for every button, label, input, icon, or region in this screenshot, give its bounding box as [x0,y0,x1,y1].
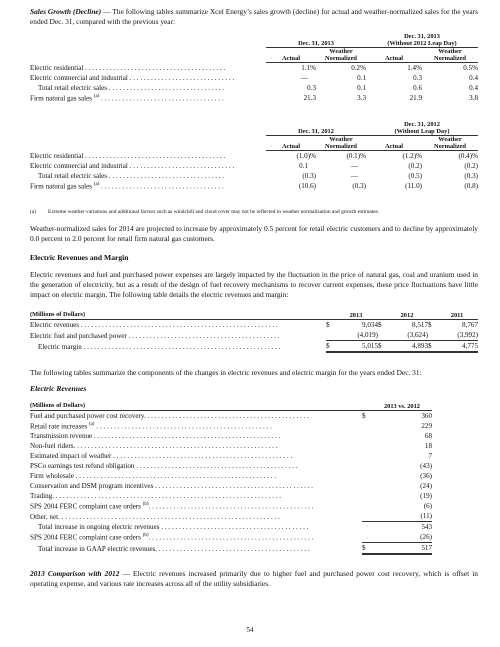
cell-value: 0.3 [307,84,316,93]
cell-value: 0.1 [357,84,366,93]
cell-value: (3,624) [386,330,428,341]
table-row [30,181,478,191]
cell-value: 68 [424,432,432,441]
cell-value: 21.3 [303,94,316,103]
col-weather-normalized: Weather Normalized [316,136,366,151]
table-row [30,330,478,341]
row-label: Electric commercial and industrial . . . . . . . . . . . . . . . . . . . . . . . . . . . . . . [30,74,235,83]
cell-value: (11.0) [405,182,422,191]
dollar-sign: $ [326,321,330,330]
dollar-sign: $ [362,543,372,555]
cell-value: 1.1% [301,64,316,73]
cell-value: (36) [420,472,432,481]
cell-value: (4,019) [334,330,378,341]
table-row [30,83,478,93]
row-label: Firm natural gas sales $^{(a)}$ . . . . . . . . . . . . . . . . . . . . . . . . . . . . . . . . . . . [30,93,224,103]
table-row [30,63,478,74]
cell-value: 5,015 [334,341,378,353]
table-row [30,151,478,162]
footnote [30,209,478,216]
cell-value: 4,893 [386,341,428,353]
col-weather-normalized: Weather Normalized [422,48,478,63]
period-header-2012-leap: Dec. 31, 2012 (Without Leap Day) [366,121,478,136]
period-header-2013: Dec. 31, 2013 [266,33,366,48]
comparison-paragraph [30,569,478,589]
table-row: Trading. . . . . . . . . . . . . . . . . . . . . . . . . . . . . . . . . . . . . . . . . . . . . . . . . . . . . . . . . . . . . . . . . (19) [30,492,432,501]
cell-value: 8,767 [462,321,478,330]
year-header: 2013 [334,309,378,320]
dollar-sign: $ [326,341,334,353]
table-row: Fuel and purchased power cost recovery. . . . . . . . . . . . . . . . . . . . . . . . . . . . . . . . . . . . . . . . . . . . . . . $ 360 [30,412,432,421]
table-row: SPS 2004 FERC complaint case orders $^{(b)}$. . . . . . . . . . . . . . . . . . . . . . . . . . . . . . . . . . . . . . . . . . . . . . . (6) [30,501,432,511]
sales-growth-text: — The following tables summarize Xcel Energy’s sales growth (decline) for actual and weather-normalized sales for the years ended Dec. 31, compared with the previous year: [30,7,479,26]
electric-revenues-table [30,400,432,555]
cell-value: (0.3) [464,172,478,181]
cell-value: 0.3 [413,74,422,83]
cell-value: (19) [420,492,432,501]
row-label: Electric residential . . . . . . . . . . . . . . . . . . . . . . . . . . . . . . . . . . . . . . . . [30,64,226,73]
cell-value: (24) [420,482,432,491]
cell-value: (26) [372,532,432,543]
cell-value: 7 [428,452,432,461]
table-header: (Millions of Dollars) [30,400,362,411]
cell-value: 21.9 [409,94,422,103]
cell-value: (0.2) [408,162,422,171]
cell-value: 1.4% [407,64,422,73]
row-label: Total retail electric sales . . . . . . . . . . . . . . . . . . . . . . . . . . . . . . . . . [38,172,225,181]
cell-value: 0.4 [469,84,478,93]
dollar-sign: $ [378,341,386,353]
electric-margin-table [30,309,478,353]
cell-value: 0.1 [357,74,366,83]
dollar-sign: $ [428,341,436,353]
table-header: (Millions of Dollars) [30,309,326,320]
dollar-sign: $ [428,321,432,330]
sales-growth-intro [30,7,478,27]
cell-value: (0.2) [464,162,478,171]
electric-revenues-paragraph: Electric revenues and fuel and purchased power expenses are largely impacted by the fluctuation in the price of natural gas, coal and uranium used in the generation of electricity, but as a result of the design of fuel recovery mechanisms to recover current expenses, these price fluctuations have little impact on electric margin. The following table details the electric revenues and margin: [30,270,478,299]
comparison-header: 2013 vs. 2012 [372,400,432,411]
col-actual: Actual [366,136,422,151]
cell-value: 18 [424,442,432,451]
cell-value: (0.8) [464,182,478,191]
table-row [30,341,478,353]
table-row: SPS 2004 FERC complaint case orders $^{(b)}$. . . . . . . . . . . . . . . . . . . . . . . . . . . . . . . . . . . . . . . . . . . . . . . (26) [30,533,432,542]
page-number: 54 [246,626,254,634]
cell-value: (6) [423,502,432,511]
cell-value: 0.2% [351,64,366,73]
cell-value: (1.0)% [296,152,316,161]
col-weather-normalized: Weather Normalized [422,136,478,151]
cell-value: 3.3 [357,94,366,103]
row-label: Electric margin . . . . . . . . . . . . . . . . . . . . . . . . . . . . . . . . . . . . . . . . . . . . . . . . . . . . . . . . [38,343,281,352]
cell-value: 0.6 [413,84,422,93]
cell-value: 8,517 [412,321,428,330]
cell-value: 360 [421,412,432,421]
sales-growth-table-2013 [30,33,478,103]
table-row [30,161,478,171]
table-row: Retail rate increases $^{(a)}$ . . . . . . . . . . . . . . . . . . . . . . . . . . . . . . . . . . . . . . . . . . . . . . . . . . 229 [30,421,432,431]
cell-value: 0.4 [469,74,478,83]
row-label: Electric revenues . . . . . . . . . . . . . . . . . . . . . . . . . . . . . . . . . . . . . . . . . . . . . . . . . . . . . . . . [30,321,278,330]
table-row: Estimated impact of weather . . . . . . . . . . . . . . . . . . . . . . . . . . . . . . . . . . . . . . . . . . . . . . . . . . . 7 [30,452,432,461]
table-row [30,93,478,103]
components-paragraph: The following tables summarize the components of the changes in electric revenues and electric margin for the years ended Dec. 31: [30,368,422,377]
table-row [30,171,478,181]
cell-value: (0.5) [408,172,422,181]
electric-revenues-heading: Electric Revenues [30,384,87,393]
cell-value: (3,992) [436,330,478,341]
cell-value: (0.3) [352,182,366,191]
sales-growth-title: Sales Growth (Decline) [30,7,102,16]
period-header-2013-leap: Dec. 31, 2013 (Without 2012 Leap Day) [366,33,478,48]
section-heading: Electric Revenues and Margin [30,253,129,262]
table-row: Total increase in ongoing electric revenues . . . . . . . . . . . . . . . . . . . . . . . . . . . . . . . . . . . . . . . . . . 543 [38,523,432,532]
cell-value: 229 [421,422,432,431]
cell-value: (10.6) [298,182,316,191]
row-label: Electric commercial and industrial . . . . . . . . . . . . . . . . . . . . . . . . . . . . . . [30,162,235,171]
row-label: Firm natural gas sales $^{(a)}$ . . . . . . . . . . . . . . . . . . . . . . . . . . . . . . . . . . . [30,181,224,191]
cell-value: (1.2)% [402,152,422,161]
cell-value: 4,775 [436,341,478,353]
cell-value: — [300,74,308,83]
dollar-sign: $ [378,321,382,330]
row-label: Electric fuel and purchased power . . . . . . . . . . . . . . . . . . . . . . . . . . . . . . . . . . . . . . . . . . . [30,331,280,340]
cell-value: (0.1)% [346,152,366,161]
comparison-text: — Electric revenues increased primarily due to higher fuel and purchased power cost recovery, which is offset in operating expense, and various rate increases across all of the utility subsidiaries. [30,569,478,588]
cell-value: 0.5% [463,64,478,73]
table-row [30,320,478,331]
table-row: Other, net. . . . . . . . . . . . . . . . . . . . . . . . . . . . . . . . . . . . . . . . . . . . . . . . . . . . . . . . . . . . . . . (11) [30,512,432,521]
table-row: Total increase in GAAP electric revenues. . . . . . . . . . . . . . . . . . . . . . . . . . . . . . . . . . . . . . . . . . . . $ 517 [38,544,432,554]
table-row: Non-fuel riders. . . . . . . . . . . . . . . . . . . . . . . . . . . . . . . . . . . . . . . . . . . . . . . . . . . . . . . . . . 18 [30,442,432,451]
table-row [30,73,478,83]
col-actual: Actual [266,48,316,63]
sales-growth-table-2012 [30,121,478,191]
cell-value: (43) [420,462,432,471]
row-label: Electric residential . . . . . . . . . . . . . . . . . . . . . . . . . . . . . . . . . . . . . . . . [30,152,226,161]
dollar-sign: $ [362,412,366,421]
col-actual: Actual [266,136,316,151]
col-actual: Actual [366,48,422,63]
footnote-text: Extreme weather variations and additional factors such as windchill and cloud cover may not be reflected in weather normalization and growth estimates. [47,209,380,215]
cell-value: 517 [372,543,432,555]
cell-value: 3.8 [469,94,478,103]
row-label: Total retail electric sales . . . . . . . . . . . . . . . . . . . . . . . . . . . . . . . . . [38,84,225,93]
table-row: Conservation and DSM program incentives . . . . . . . . . . . . . . . . . . . . . . . . . . . . . . . . . . . . . . . . . . . . . (24) [30,482,432,491]
cell-value: (0.4)% [458,152,478,161]
cell-value: — [350,162,358,171]
cell-value: 543 [421,523,432,532]
footnote-marker: (a) [30,209,36,215]
cell-value: 0.1 [299,162,308,171]
period-header-2012: Dec. 31, 2012 [266,121,366,136]
year-header: 2012 [386,309,428,320]
table-row: PSCo earnings test refund obligation . . . . . . . . . . . . . . . . . . . . . . . . . . . . . . . . . . . . . . . . . . . . . . (43) [30,462,432,471]
cell-value: (0.3) [302,172,316,181]
table-row: Transmission revenue . . . . . . . . . . . . . . . . . . . . . . . . . . . . . . . . . . . . . . . . . . . . . . . . . . . . . 68 [30,432,432,441]
year-header: 2011 [436,309,478,320]
cell-value: (11) [372,511,432,522]
weather-normalized-paragraph: Weather-normalized sales for 2014 are projected to increase by approximately 0.5 percent for retail electric customers and to decline by approximately 0.0 percent to 2.0 percent for retail firm natural gas customers. [30,224,478,243]
cell-value: — [350,172,358,181]
comparison-title: 2013 Comparison with 2012 [30,569,120,578]
table-row: Firm wholesale . . . . . . . . . . . . . . . . . . . . . . . . . . . . . . . . . . . . . . . . . . . . . . . . . . . . . . . . . (36) [30,472,432,481]
col-weather-normalized: Weather Normalized [316,48,366,63]
cell-value: 9,034 [362,321,378,330]
